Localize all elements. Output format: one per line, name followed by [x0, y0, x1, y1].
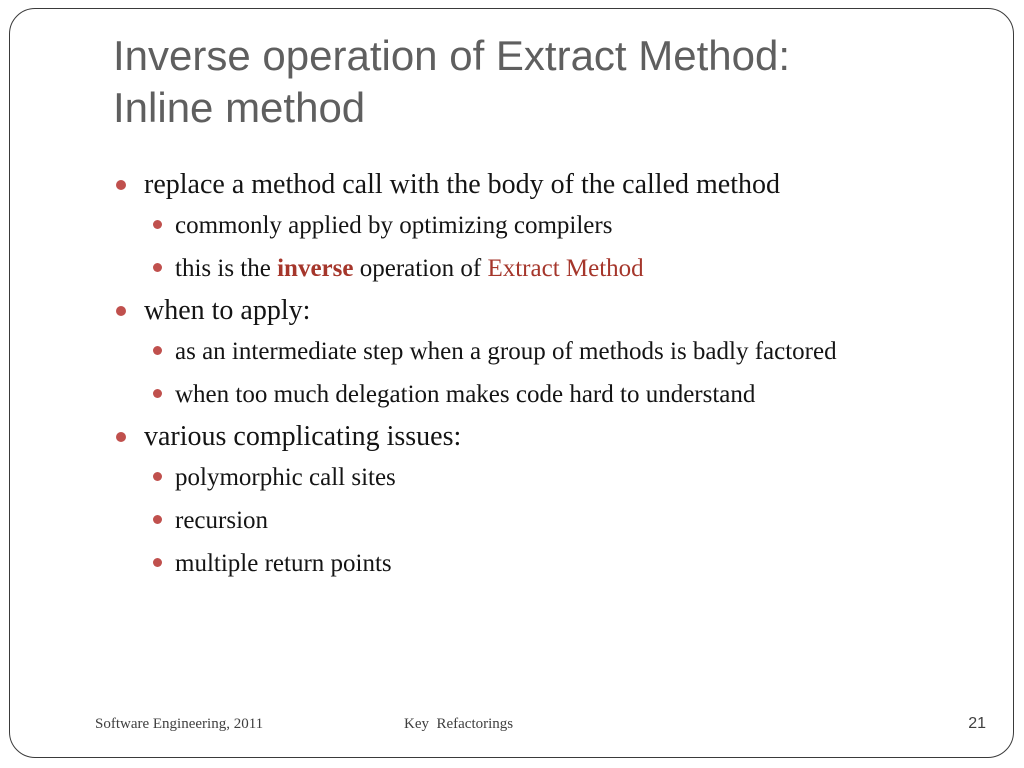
bullet-dot-icon	[116, 432, 126, 442]
bullet-dot-icon	[153, 389, 162, 398]
sub-bullet-text: commonly applied by optimizing compilers	[175, 212, 613, 239]
sub-bullet-item	[113, 546, 973, 581]
sub-bullet-text: when too much delegation makes code hard to understand	[175, 381, 756, 408]
slide-title	[113, 30, 973, 134]
footer-topic: Key Refactorings	[404, 716, 514, 732]
bullet-item	[113, 294, 973, 328]
emphasis-inverse: inverse	[277, 255, 354, 282]
bullet-dot-icon	[153, 472, 162, 481]
bullet-dot-icon	[153, 515, 162, 524]
footer-course: Software Engineering, 2011	[95, 716, 264, 732]
sub-bullet-item	[113, 503, 973, 538]
sub-bullet-item	[113, 251, 973, 286]
title-line-2: Inline method	[113, 84, 366, 131]
sub-bullet-item	[113, 334, 973, 369]
sub-bullet-prefix: this is the	[175, 255, 278, 282]
bullet-text: replace a method call with the body of the called method	[144, 169, 780, 200]
bullet-dot-icon	[116, 180, 126, 190]
reference-extract-method: Extract Method	[487, 255, 644, 282]
bullet-dot-icon	[153, 263, 162, 272]
bullet-list	[113, 168, 973, 589]
sub-bullet-text: polymorphic call sites	[175, 464, 396, 491]
bullet-dot-icon	[153, 558, 162, 567]
bullet-dot-icon	[116, 306, 126, 316]
bullet-item	[113, 420, 973, 454]
bullet-dot-icon	[153, 220, 162, 229]
page-number: 21	[968, 715, 986, 732]
title-line-1: Inverse operation of Extract Method:	[113, 32, 791, 79]
bullet-item	[113, 168, 973, 202]
sub-bullet-item	[113, 377, 973, 412]
bullet-text: various complicating issues:	[144, 421, 462, 452]
sub-bullet-item	[113, 460, 973, 495]
bullet-dot-icon	[153, 346, 162, 355]
sub-bullet-text: multiple return points	[175, 550, 392, 577]
sub-bullet-item	[113, 208, 973, 243]
sub-bullet-text: recursion	[175, 507, 269, 534]
bullet-text: when to apply:	[144, 295, 311, 326]
sub-bullet-text: as an intermediate step when a group of methods is badly factored	[175, 338, 837, 365]
sub-bullet-middle: operation of	[353, 255, 488, 282]
